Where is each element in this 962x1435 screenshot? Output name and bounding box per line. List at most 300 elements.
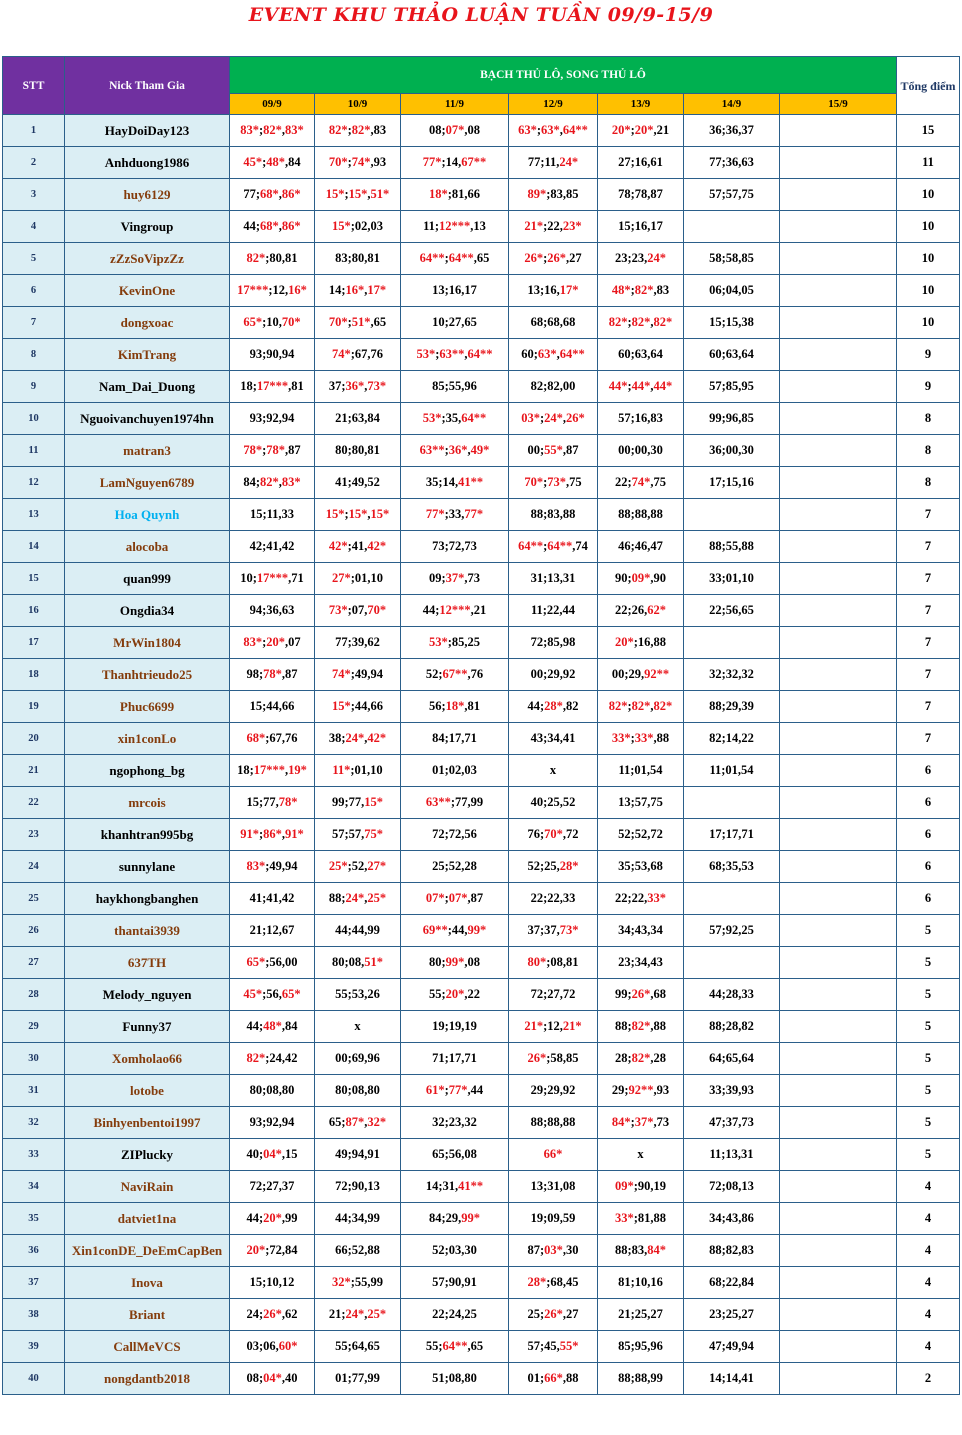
- table-row: [3, 531, 960, 563]
- hit-number: 55*: [544, 443, 563, 457]
- row-total: 4: [897, 1235, 960, 1267]
- row-total: 5: [897, 1107, 960, 1139]
- table-row: [3, 1171, 960, 1203]
- row-day-value: 22;22,33*: [598, 883, 684, 915]
- row-day-value: 55;53,26: [315, 979, 401, 1011]
- hit-number: 70*: [524, 475, 544, 489]
- hit-number: 26*: [631, 987, 651, 1001]
- row-nick: nongdantb2018: [65, 1363, 230, 1395]
- row-stt: 10: [3, 403, 65, 435]
- row-day-value: 34;43,34: [598, 915, 684, 947]
- hit-number: 82*: [608, 315, 628, 329]
- row-stt: 40: [3, 1363, 65, 1395]
- hit-number: 82*: [246, 1051, 266, 1065]
- row-day-value: 21;63,84: [315, 403, 401, 435]
- row-day-value: 77;39,62: [315, 627, 401, 659]
- row-day-value: 77*;14,67**: [401, 147, 509, 179]
- row-stt: 28: [3, 979, 65, 1011]
- row-day-value: [684, 627, 780, 659]
- row-day-value: 65*;56,00: [230, 947, 315, 979]
- row-day-value: 20*;72,84: [230, 1235, 315, 1267]
- row-total: 10: [897, 211, 960, 243]
- hit-number: 24*: [345, 1307, 365, 1321]
- hit-number: 15*: [370, 507, 390, 521]
- row-day-value: 52;67**,76: [401, 659, 509, 691]
- row-day-value: 88;28,82: [684, 1011, 780, 1043]
- hit-number: 64**: [442, 1339, 468, 1353]
- hit-number: 07*: [448, 891, 468, 905]
- hit-number: 21*: [562, 1019, 582, 1033]
- table-row: [3, 179, 960, 211]
- row-total: 7: [897, 627, 960, 659]
- hit-number: 28*: [527, 1275, 547, 1289]
- hit-number: 68*: [260, 187, 279, 201]
- table-row: [3, 307, 960, 339]
- row-total: 4: [897, 1203, 960, 1235]
- row-day-value: 26*;26*,27: [509, 243, 598, 275]
- hit-number: 87*: [345, 1115, 365, 1129]
- hit-number: 17*: [367, 283, 387, 297]
- row-day-value: 28;82*,28: [598, 1043, 684, 1075]
- hit-number: 63**: [425, 795, 451, 809]
- hit-number: 45*: [243, 987, 263, 1001]
- table-row: [3, 787, 960, 819]
- hit-number: 28*: [544, 699, 563, 713]
- row-day-value: 55;64**,65: [401, 1331, 509, 1363]
- row-day-value: 73*;07,70*: [315, 595, 401, 627]
- hit-number: 27*: [367, 859, 387, 873]
- hit-number: 17***: [253, 763, 286, 777]
- results-table: [2, 56, 960, 1395]
- row-day-value: 15;77,78*: [230, 787, 315, 819]
- row-day-value: 82*;24,42: [230, 1043, 315, 1075]
- row-day-value: 83*;20*,07: [230, 627, 315, 659]
- row-day-value: 68;35,53: [684, 851, 780, 883]
- row-stt: 7: [3, 307, 65, 339]
- row-day-value: 01;02,03: [401, 755, 509, 787]
- hit-number: 16*: [345, 283, 365, 297]
- hit-number: 91*: [240, 827, 259, 841]
- header-stt: STT: [3, 57, 65, 115]
- row-nick: LamNguyen6789: [65, 467, 230, 499]
- table-row: [3, 435, 960, 467]
- hit-number: 82*: [608, 699, 628, 713]
- hit-number: 82*: [631, 315, 651, 329]
- table-row: [3, 403, 960, 435]
- row-day-value: 77;11,24*: [509, 147, 598, 179]
- row-day-value: 41;49,52: [315, 467, 401, 499]
- row-total: 5: [897, 947, 960, 979]
- header-group: BẠCH THỦ LÔ, SONG THỦ LÔ: [230, 57, 897, 94]
- row-day-value: 00;29,92**: [598, 659, 684, 691]
- row-day-value: 06;04,05: [684, 275, 780, 307]
- row-nick: quan999: [65, 563, 230, 595]
- row-day-value: 78*;78*,87: [230, 435, 315, 467]
- hit-number: 99*: [467, 923, 487, 937]
- hit-number: 09*: [614, 1179, 634, 1193]
- hit-number: 07*: [425, 891, 445, 905]
- row-stt: 14: [3, 531, 65, 563]
- row-day-value: 44;48*,84: [230, 1011, 315, 1043]
- hit-number: 66*: [544, 1371, 563, 1385]
- row-day-value: [684, 787, 780, 819]
- hit-number: 82*: [260, 475, 279, 489]
- table-row: [3, 979, 960, 1011]
- page-title: EVENT KHU THẢO LUẬN TUẦN 09/9-15/9: [248, 4, 714, 26]
- row-day-value: 47;37,73: [684, 1107, 780, 1139]
- row-day-value: 53*;35,64**: [401, 403, 509, 435]
- row-nick: Anhduong1986: [65, 147, 230, 179]
- row-stt: 20: [3, 723, 65, 755]
- hit-number: 73*: [559, 923, 579, 937]
- row-day-value: [780, 979, 897, 1011]
- row-day-value: 09*;90,19: [598, 1171, 684, 1203]
- row-day-value: [780, 627, 897, 659]
- row-day-value: 48*;82*,83: [598, 275, 684, 307]
- row-day-value: 44;20*,99: [230, 1203, 315, 1235]
- table-row: [3, 595, 960, 627]
- row-nick: Xin1conDE_DeEmCapBen: [65, 1235, 230, 1267]
- hit-number: 24*: [345, 731, 365, 745]
- row-day-value: 65;87*,32*: [315, 1107, 401, 1139]
- hit-number: 70*: [328, 315, 348, 329]
- hit-number: 19*: [288, 763, 307, 777]
- row-total: 6: [897, 883, 960, 915]
- hit-number: 18*: [428, 187, 448, 201]
- row-day-value: [780, 1171, 897, 1203]
- row-nick: Nguoivanchuyen1974hn: [65, 403, 230, 435]
- row-total: 9: [897, 339, 960, 371]
- row-total: 4: [897, 1267, 960, 1299]
- row-nick: haykhongbanghen: [65, 883, 230, 915]
- header-date: 13/9: [598, 94, 684, 115]
- hit-number: 48*: [611, 283, 631, 297]
- hit-number: 86*: [281, 219, 301, 233]
- row-day-value: 17***;12,16*: [230, 275, 315, 307]
- row-day-value: 15;16,17: [598, 211, 684, 243]
- row-day-value: 22;26,62*: [598, 595, 684, 627]
- hit-number: 53*: [416, 347, 436, 361]
- table-row: [3, 1011, 960, 1043]
- table-row: [3, 883, 960, 915]
- hit-number: 15*: [325, 507, 345, 521]
- row-day-value: 83*;49,94: [230, 851, 315, 883]
- row-stt: 21: [3, 755, 65, 787]
- row-stt: 3: [3, 179, 65, 211]
- row-day-value: 13;16,17: [401, 275, 509, 307]
- row-stt: 23: [3, 819, 65, 851]
- row-nick: Ongdia34: [65, 595, 230, 627]
- row-day-value: 18*;81,66: [401, 179, 509, 211]
- row-day-value: 33*;81,88: [598, 1203, 684, 1235]
- hit-number: 09*: [631, 571, 651, 585]
- row-nick: zZzSoVipzZz: [65, 243, 230, 275]
- row-day-value: 03;06,60*: [230, 1331, 315, 1363]
- row-day-value: 80*;08,81: [509, 947, 598, 979]
- row-nick: Vingroup: [65, 211, 230, 243]
- table-row: [3, 691, 960, 723]
- row-day-value: 32*;55,99: [315, 1267, 401, 1299]
- hit-number: 86*: [263, 827, 282, 841]
- hit-number: 68*: [260, 219, 279, 233]
- hit-number: 70*: [328, 155, 348, 169]
- row-total: 7: [897, 595, 960, 627]
- row-nick: Xomholao66: [65, 1043, 230, 1075]
- row-day-value: 34;43,86: [684, 1203, 780, 1235]
- hit-number: 51*: [351, 315, 371, 329]
- row-day-value: 60;63*,64**: [509, 339, 598, 371]
- row-day-value: 44;68*,86*: [230, 211, 315, 243]
- row-day-value: 10;27,65: [401, 307, 509, 339]
- hit-number: 26*: [547, 251, 567, 265]
- row-day-value: [684, 499, 780, 531]
- hit-number: 41**: [458, 475, 484, 489]
- row-day-value: [780, 179, 897, 211]
- row-day-value: 33*;33*,88: [598, 723, 684, 755]
- row-total: 4: [897, 1331, 960, 1363]
- row-day-value: 77;68*,86*: [230, 179, 315, 211]
- row-day-value: 36;00,30: [684, 435, 780, 467]
- row-day-value: 88;88,88: [509, 1107, 598, 1139]
- row-day-value: 15*;44,66: [315, 691, 401, 723]
- header-date: 15/9: [780, 94, 897, 115]
- row-day-value: 80;08,80: [230, 1075, 315, 1107]
- row-total: 9: [897, 371, 960, 403]
- hit-number: 92**: [644, 667, 670, 681]
- row-day-value: x: [509, 755, 598, 787]
- row-day-value: 93;90,94: [230, 339, 315, 371]
- row-day-value: 88;82*,88: [598, 1011, 684, 1043]
- hit-number: 82*: [328, 123, 348, 137]
- hit-number: 67**: [461, 155, 487, 169]
- row-day-value: 63**;36*,49*: [401, 435, 509, 467]
- row-total: 7: [897, 691, 960, 723]
- table-row: [3, 851, 960, 883]
- row-day-value: 55;20*,22: [401, 979, 509, 1011]
- hit-number: 65*: [281, 987, 301, 1001]
- hit-number: 77*: [425, 507, 445, 521]
- row-day-value: 84;29,99*: [401, 1203, 509, 1235]
- row-total: 6: [897, 755, 960, 787]
- hit-number: 83*: [240, 123, 259, 137]
- hit-number: 15*: [348, 507, 368, 521]
- row-day-value: 11;01,54: [598, 755, 684, 787]
- row-day-value: 68;22,84: [684, 1267, 780, 1299]
- row-day-value: [780, 883, 897, 915]
- row-total: 6: [897, 787, 960, 819]
- row-day-value: 77;36,63: [684, 147, 780, 179]
- row-nick: KimTrang: [65, 339, 230, 371]
- row-day-value: [780, 467, 897, 499]
- row-day-value: 22;74*,75: [598, 467, 684, 499]
- row-day-value: 27;16,61: [598, 147, 684, 179]
- row-day-value: 99;26*,68: [598, 979, 684, 1011]
- row-day-value: 15*;02,03: [315, 211, 401, 243]
- row-day-value: 00;55*,87: [509, 435, 598, 467]
- row-nick: sunnylane: [65, 851, 230, 883]
- header-date: 10/9: [315, 94, 401, 115]
- row-day-value: 09;37*,73: [401, 563, 509, 595]
- row-day-value: 32;23,32: [401, 1107, 509, 1139]
- table-row: [3, 147, 960, 179]
- row-day-value: [780, 435, 897, 467]
- row-stt: 32: [3, 1107, 65, 1139]
- row-total: 15: [897, 115, 960, 147]
- hit-number: 20*: [266, 635, 286, 649]
- row-day-value: 63**;77,99: [401, 787, 509, 819]
- table-row: [3, 1075, 960, 1107]
- row-day-value: 15*;15*,51*: [315, 179, 401, 211]
- hit-number: 73*: [547, 475, 567, 489]
- row-stt: 29: [3, 1011, 65, 1043]
- row-day-value: [780, 787, 897, 819]
- row-day-value: 80;08,80: [315, 1075, 401, 1107]
- row-day-value: 83*;82*,83*: [230, 115, 315, 147]
- hit-number: 77*: [448, 1083, 468, 1097]
- row-day-value: 84*;37*,73: [598, 1107, 684, 1139]
- row-day-value: 66;52,88: [315, 1235, 401, 1267]
- row-nick: Melody_nguyen: [65, 979, 230, 1011]
- row-day-value: 21*;22,23*: [509, 211, 598, 243]
- row-day-value: 64**;64**,74: [509, 531, 598, 563]
- row-day-value: 00;29,92: [509, 659, 598, 691]
- row-nick: dongxoac: [65, 307, 230, 339]
- hit-number: 63**: [419, 443, 445, 457]
- row-day-value: 65;56,08: [401, 1139, 509, 1171]
- row-day-value: 57;90,91: [401, 1267, 509, 1299]
- row-total: 7: [897, 723, 960, 755]
- hit-number: 36*: [448, 443, 468, 457]
- table-row: [3, 499, 960, 531]
- row-day-value: 10;17***,71: [230, 563, 315, 595]
- row-day-value: 22;22,33: [509, 883, 598, 915]
- row-day-value: 84;17,71: [401, 723, 509, 755]
- row-day-value: [780, 307, 897, 339]
- hit-number: 83*: [281, 475, 301, 489]
- hit-number: 03*: [544, 1243, 563, 1257]
- row-day-value: 28*;68,45: [509, 1267, 598, 1299]
- row-day-value: 44;28*,82: [509, 691, 598, 723]
- row-day-value: 70*;74*,93: [315, 147, 401, 179]
- hit-number: 69**: [422, 923, 448, 937]
- hit-number: 84*: [647, 1243, 667, 1257]
- row-total: 8: [897, 403, 960, 435]
- row-total: 7: [897, 531, 960, 563]
- row-day-value: 57;16,83: [598, 403, 684, 435]
- row-day-value: 89*;83,85: [509, 179, 598, 211]
- hit-number: 24*: [559, 155, 579, 169]
- row-day-value: 63*;63*,64**: [509, 115, 598, 147]
- row-day-value: 22;24,25: [401, 1299, 509, 1331]
- hit-number: 23*: [562, 219, 582, 233]
- row-day-value: 57;92,25: [684, 915, 780, 947]
- header-date: 12/9: [509, 94, 598, 115]
- row-nick: Briant: [65, 1299, 230, 1331]
- row-day-value: 01;66*,88: [509, 1363, 598, 1395]
- row-day-value: 20*;20*,21: [598, 115, 684, 147]
- hit-number: 37*: [634, 1115, 654, 1129]
- hit-number: 70*: [367, 603, 387, 617]
- row-day-value: 17;15,16: [684, 467, 780, 499]
- row-day-value: [509, 1139, 598, 1171]
- hit-number: 42*: [367, 539, 387, 553]
- hit-number: 64**: [559, 347, 585, 361]
- row-day-value: 81;10,16: [598, 1267, 684, 1299]
- row-day-value: 53*;63**,64**: [401, 339, 509, 371]
- row-stt: 18: [3, 659, 65, 691]
- row-day-value: 44;28,33: [684, 979, 780, 1011]
- row-day-value: [780, 531, 897, 563]
- row-stt: 34: [3, 1171, 65, 1203]
- hit-number: 82*: [351, 123, 371, 137]
- row-day-value: 35;53,68: [598, 851, 684, 883]
- row-day-value: 80;08,51*: [315, 947, 401, 979]
- hit-number: 83*: [246, 859, 266, 873]
- row-stt: 26: [3, 915, 65, 947]
- row-total: 5: [897, 1139, 960, 1171]
- hit-number: 32*: [331, 1275, 351, 1289]
- hit-number: 15*: [348, 187, 368, 201]
- row-day-value: 49;94,91: [315, 1139, 401, 1171]
- row-day-value: 64;65,64: [684, 1043, 780, 1075]
- row-total: 7: [897, 499, 960, 531]
- row-total: 10: [897, 307, 960, 339]
- row-day-value: 72;27,37: [230, 1171, 315, 1203]
- row-day-value: 23;34,43: [598, 947, 684, 979]
- row-day-value: [780, 1267, 897, 1299]
- row-day-value: [780, 339, 897, 371]
- row-day-value: 71;17,71: [401, 1043, 509, 1075]
- row-day-value: 72;27,72: [509, 979, 598, 1011]
- hit-number: 62*: [647, 603, 667, 617]
- row-day-value: 23;25,27: [684, 1299, 780, 1331]
- row-nick: 637TH: [65, 947, 230, 979]
- row-day-value: 99;96,85: [684, 403, 780, 435]
- row-day-value: [780, 755, 897, 787]
- row-day-value: [684, 947, 780, 979]
- hit-number: 86*: [281, 187, 301, 201]
- row-day-value: 44;34,99: [315, 1203, 401, 1235]
- table-row: [3, 1203, 960, 1235]
- hit-number: 15*: [331, 699, 351, 713]
- row-day-value: [780, 1139, 897, 1171]
- hit-number: 75*: [364, 827, 384, 841]
- hit-number: 82*: [631, 699, 651, 713]
- row-nick: matran3: [65, 435, 230, 467]
- row-day-value: 32;32,32: [684, 659, 780, 691]
- hit-number: 65*: [246, 955, 266, 969]
- row-day-value: 57;57,75*: [315, 819, 401, 851]
- row-day-value: 82;82,00: [509, 371, 598, 403]
- table-row: [3, 1107, 960, 1139]
- row-day-value: [780, 723, 897, 755]
- row-day-value: 98;78*,87: [230, 659, 315, 691]
- row-day-value: 88;83,84*: [598, 1235, 684, 1267]
- row-day-value: 94;36,63: [230, 595, 315, 627]
- row-day-value: 57;57,75: [684, 179, 780, 211]
- row-stt: 30: [3, 1043, 65, 1075]
- table-row: [3, 627, 960, 659]
- row-day-value: 45*;48*,84: [230, 147, 315, 179]
- hit-number: 51*: [370, 187, 390, 201]
- row-day-value: 13;31,08: [509, 1171, 598, 1203]
- row-day-value: 45*;56,65*: [230, 979, 315, 1011]
- hit-number: 91*: [285, 827, 304, 841]
- hit-number: 64**: [518, 539, 544, 553]
- row-day-value: [780, 1075, 897, 1107]
- row-nick: datviet1na: [65, 1203, 230, 1235]
- row-stt: 33: [3, 1139, 65, 1171]
